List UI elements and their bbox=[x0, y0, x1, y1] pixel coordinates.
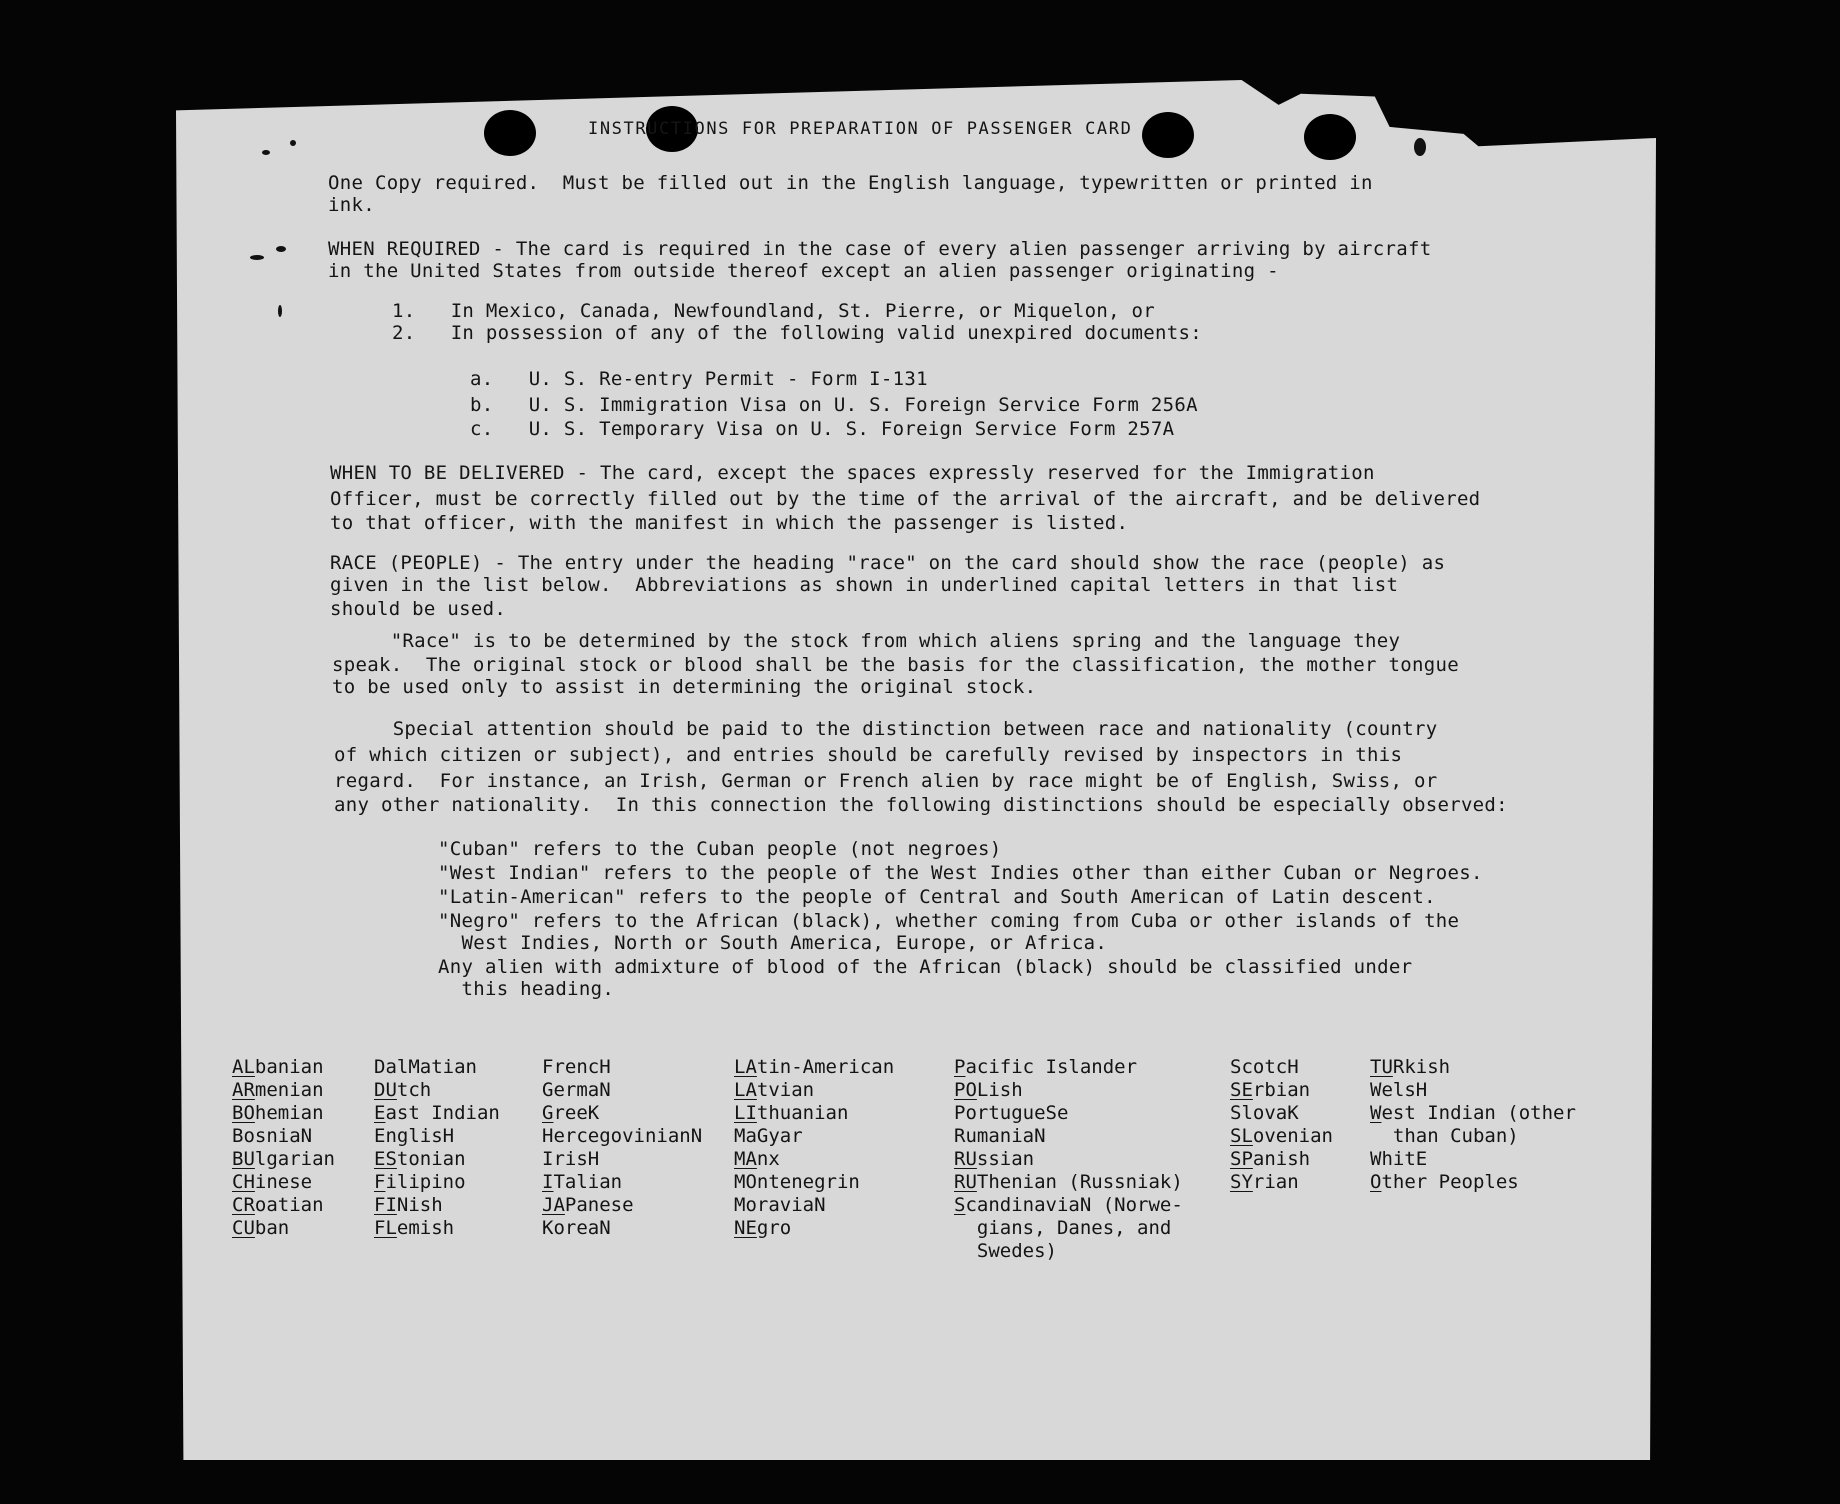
race-name: Swedes) bbox=[954, 1240, 1057, 1262]
race-name: Thenian (Russniak) bbox=[976, 1171, 1183, 1193]
race-name: lgarian bbox=[254, 1148, 335, 1170]
race-intro-line: should be used. bbox=[330, 598, 507, 620]
race-abbreviation: SY bbox=[1230, 1171, 1253, 1193]
document-item: a. U. S. Re-entry Permit - Form I-131 bbox=[470, 368, 928, 390]
race-list-column-5 bbox=[954, 1056, 1183, 1263]
race-list-item bbox=[734, 1171, 894, 1194]
special-attention-line: Special attention should be paid to the distinction between race and nationality (country bbox=[334, 718, 1438, 740]
race-list-item bbox=[734, 1125, 894, 1148]
race-name: IrisH bbox=[542, 1148, 600, 1170]
race-name: nx bbox=[756, 1148, 780, 1170]
race-list-item bbox=[542, 1102, 702, 1125]
race-abbreviation: CR bbox=[232, 1194, 255, 1216]
race-list-item bbox=[734, 1148, 894, 1171]
race-list-column-7 bbox=[1370, 1056, 1576, 1194]
race-abbreviation: FL bbox=[374, 1217, 397, 1239]
numbered-item: 2. In possession of any of the following valid unexpired documents: bbox=[392, 322, 1202, 344]
race-name: ilipino bbox=[385, 1171, 466, 1193]
race-list-item bbox=[232, 1148, 335, 1171]
race-list-item bbox=[542, 1125, 702, 1148]
race-list-item bbox=[542, 1148, 702, 1171]
race-list-item bbox=[1370, 1125, 1576, 1148]
race-list-item bbox=[542, 1056, 702, 1079]
race-name: ScotcH bbox=[1230, 1056, 1299, 1078]
race-name: ssian bbox=[976, 1148, 1035, 1170]
race-name: hemian bbox=[254, 1102, 324, 1124]
page-heading: INSTRUCTIONS FOR PREPARATION OF PASSENGER CARD bbox=[588, 119, 1133, 139]
race-list-item bbox=[374, 1125, 500, 1148]
race-name: reeK bbox=[553, 1102, 600, 1124]
race-name: than Cuban) bbox=[1370, 1125, 1519, 1147]
race-abbreviation: RU bbox=[954, 1148, 977, 1170]
race-list-column-1 bbox=[232, 1056, 335, 1240]
race-list-item bbox=[232, 1217, 335, 1240]
race-list-item bbox=[1230, 1148, 1333, 1171]
when-required-line: in the United States from outside thereof except an alien passenger originating - bbox=[328, 260, 1279, 282]
when-required-line: WHEN REQUIRED - The card is required in the case of every alien passenger arriving by aircraft bbox=[328, 238, 1432, 260]
when-delivered-line: to that officer, with the manifest in which the passenger is listed. bbox=[330, 512, 1129, 534]
race-name: menian bbox=[254, 1079, 324, 1101]
race-abbreviation: MA bbox=[734, 1148, 757, 1170]
race-abbreviation: CU bbox=[232, 1217, 255, 1239]
race-abbreviation: E bbox=[374, 1102, 386, 1124]
race-abbreviation: JA bbox=[542, 1194, 565, 1216]
race-list-item bbox=[232, 1171, 335, 1194]
race-list-item bbox=[542, 1217, 702, 1240]
race-name: Rkish bbox=[1392, 1056, 1451, 1078]
race-abbreviation: RU bbox=[954, 1171, 977, 1193]
race-list-item bbox=[1370, 1148, 1576, 1171]
race-list-item bbox=[954, 1056, 1183, 1079]
race-list-item bbox=[542, 1079, 702, 1102]
race-abbreviation: AL bbox=[232, 1056, 255, 1078]
race-name: SlovaK bbox=[1230, 1102, 1299, 1124]
special-attention-line: regard. For instance, an Irish, German or French alien by race might be of English, Swiss, or bbox=[334, 770, 1438, 792]
race-list-item bbox=[734, 1194, 894, 1217]
race-list-item bbox=[374, 1217, 500, 1240]
race-name: tch bbox=[396, 1079, 432, 1101]
race-name: ast Indian bbox=[385, 1102, 500, 1124]
race-name: acific Islander bbox=[965, 1056, 1138, 1078]
race-name: ban bbox=[254, 1217, 290, 1239]
race-list-item bbox=[542, 1194, 702, 1217]
punch-hole-left bbox=[484, 110, 536, 156]
distinction-line: "Latin-American" refers to the people of Central and South American of Latin descent. bbox=[438, 886, 1436, 908]
ink-speck bbox=[1414, 138, 1426, 156]
race-list-item bbox=[1230, 1102, 1333, 1125]
race-name: ovenian bbox=[1252, 1125, 1333, 1147]
race-abbreviation: BO bbox=[232, 1102, 255, 1124]
race-list-item bbox=[1230, 1079, 1333, 1102]
race-name: ther Peoples bbox=[1381, 1171, 1519, 1193]
race-name: GermaN bbox=[542, 1079, 611, 1101]
when-delivered-line: Officer, must be correctly filled out by the time of the arrival of the aircraft, and be delivered bbox=[330, 488, 1481, 510]
ink-speck bbox=[276, 246, 286, 252]
race-list-item bbox=[1370, 1102, 1576, 1125]
race-list-column-2 bbox=[374, 1056, 500, 1240]
distinction-line: this heading. bbox=[438, 978, 615, 1000]
distinction-line: Any alien with admixture of blood of the African (black) should be classified under bbox=[438, 956, 1413, 978]
race-abbreviation: LI bbox=[734, 1102, 757, 1124]
race-list-item bbox=[954, 1240, 1183, 1263]
race-abbreviation: G bbox=[542, 1102, 554, 1124]
race-list-item bbox=[542, 1171, 702, 1194]
race-list-item bbox=[374, 1194, 500, 1217]
race-name: thuanian bbox=[756, 1102, 849, 1124]
race-name: tonian bbox=[396, 1148, 466, 1170]
punch-hole-far-right bbox=[1304, 114, 1356, 160]
race-list-item bbox=[1370, 1079, 1576, 1102]
race-list-item bbox=[1230, 1171, 1333, 1194]
race-abbreviation: F bbox=[374, 1171, 386, 1193]
race-list-item bbox=[374, 1148, 500, 1171]
race-list-item bbox=[232, 1194, 335, 1217]
race-list-item bbox=[232, 1079, 335, 1102]
race-name: PortugueSe bbox=[954, 1102, 1069, 1124]
race-name: MOntenegrin bbox=[734, 1171, 860, 1193]
race-abbreviation: S bbox=[954, 1194, 966, 1216]
race-list-column-6 bbox=[1230, 1056, 1333, 1194]
document-item: b. U. S. Immigration Visa on U. S. Foreign Service Form 256A bbox=[470, 394, 1198, 416]
race-list-item bbox=[1230, 1056, 1333, 1079]
race-name: tin-American bbox=[756, 1056, 895, 1078]
race-name: est Indian (other bbox=[1381, 1102, 1576, 1124]
numbered-item: 1. In Mexico, Canada, Newfoundland, St. Pierre, or Miquelon, or bbox=[392, 300, 1156, 322]
race-abbreviation: W bbox=[1370, 1102, 1382, 1124]
race-name: oatian bbox=[254, 1194, 324, 1216]
race-name: HercegovinianN bbox=[542, 1125, 703, 1147]
race-abbreviation: NE bbox=[734, 1217, 757, 1239]
race-name: WelsH bbox=[1370, 1079, 1428, 1101]
race-definition-line: "Race" is to be determined by the stock from which aliens spring and the language they bbox=[332, 630, 1401, 652]
race-list-item bbox=[954, 1079, 1183, 1102]
race-list-item bbox=[954, 1217, 1183, 1240]
ink-speck bbox=[290, 140, 296, 146]
race-abbreviation: PO bbox=[954, 1079, 977, 1101]
race-abbreviation: O bbox=[1370, 1171, 1382, 1193]
race-list-item bbox=[374, 1079, 500, 1102]
race-list-item bbox=[734, 1079, 894, 1102]
race-list-item bbox=[734, 1217, 894, 1240]
race-name: DalMatian bbox=[374, 1056, 477, 1078]
race-list-item bbox=[954, 1125, 1183, 1148]
race-name: rbian bbox=[1252, 1079, 1311, 1101]
race-name: RumaniaN bbox=[954, 1125, 1046, 1147]
intro-line: ink. bbox=[328, 194, 375, 216]
race-abbreviation: P bbox=[954, 1056, 966, 1078]
race-list-item bbox=[954, 1102, 1183, 1125]
race-name: banian bbox=[254, 1056, 324, 1078]
race-name: WhitE bbox=[1370, 1148, 1428, 1170]
distinction-line: "Cuban" refers to the Cuban people (not negroes) bbox=[438, 838, 1002, 860]
ink-speck bbox=[262, 150, 270, 155]
when-delivered-line: WHEN TO BE DELIVERED - The card, except the spaces expressly reserved for the Immigration bbox=[330, 462, 1375, 484]
distinction-line: "West Indian" refers to the people of the West Indies other than either Cuban or Negroes. bbox=[438, 862, 1483, 884]
punch-hole-right bbox=[1142, 112, 1194, 158]
distinction-line: West Indies, North or South America, Europe, or Africa. bbox=[438, 932, 1108, 954]
race-name: tvian bbox=[756, 1079, 815, 1101]
ink-speck bbox=[250, 255, 264, 260]
race-intro-line: given in the list below. Abbreviations as shown in underlined capital letters in that list bbox=[330, 574, 1399, 596]
race-name: EnglisH bbox=[374, 1125, 455, 1147]
race-abbreviation: TU bbox=[1370, 1056, 1393, 1078]
race-list-item bbox=[954, 1148, 1183, 1171]
race-list-item bbox=[232, 1056, 335, 1079]
race-definition-line: speak. The original stock or blood shall be the basis for the classification, the mother tongue bbox=[332, 654, 1459, 676]
race-list-item bbox=[374, 1171, 500, 1194]
race-name: rian bbox=[1252, 1171, 1299, 1193]
race-name: MaGyar bbox=[734, 1125, 803, 1147]
race-abbreviation: SE bbox=[1230, 1079, 1253, 1101]
race-name: Nish bbox=[396, 1194, 443, 1216]
race-name: candinaviaN (Norwe- bbox=[965, 1194, 1183, 1216]
race-name: inese bbox=[254, 1171, 313, 1193]
race-abbreviation: AR bbox=[232, 1079, 255, 1101]
race-list-item bbox=[1370, 1056, 1576, 1079]
race-abbreviation: I bbox=[542, 1171, 554, 1193]
race-name: gro bbox=[756, 1217, 792, 1239]
race-abbreviation: ES bbox=[374, 1148, 397, 1170]
race-list-item bbox=[954, 1194, 1183, 1217]
distinction-line: "Negro" refers to the African (black), whether coming from Cuba or other islands of the bbox=[438, 910, 1460, 932]
special-attention-line: any other nationality. In this connection the following distinctions should be especially observed: bbox=[334, 794, 1508, 816]
race-name: FrencH bbox=[542, 1056, 611, 1078]
race-list-item bbox=[954, 1171, 1183, 1194]
race-abbreviation: CH bbox=[232, 1171, 255, 1193]
race-name: Panese bbox=[564, 1194, 634, 1216]
race-list-item bbox=[734, 1056, 894, 1079]
race-abbreviation: DU bbox=[374, 1079, 397, 1101]
race-abbreviation: BU bbox=[232, 1148, 255, 1170]
ink-speck bbox=[278, 305, 282, 317]
special-attention-line: of which citizen or subject), and entries should be carefully revised by inspectors in this bbox=[334, 744, 1403, 766]
race-list-item bbox=[1370, 1171, 1576, 1194]
race-name: Lish bbox=[976, 1079, 1023, 1101]
race-list-column-4 bbox=[734, 1056, 894, 1240]
race-list-item bbox=[734, 1102, 894, 1125]
race-list-item bbox=[232, 1125, 335, 1148]
race-list-column-3 bbox=[542, 1056, 702, 1240]
intro-line: One Copy required. Must be filled out in the English language, typewritten or printed in bbox=[328, 172, 1373, 194]
race-abbreviation: FI bbox=[374, 1194, 397, 1216]
race-intro-line: RACE (PEOPLE) - The entry under the heading "race" on the card should show the race (people) as bbox=[330, 552, 1446, 574]
race-abbreviation: SL bbox=[1230, 1125, 1253, 1147]
race-abbreviation: LA bbox=[734, 1056, 757, 1078]
race-list-item bbox=[374, 1102, 500, 1125]
race-name: gians, Danes, and bbox=[954, 1217, 1172, 1239]
race-abbreviation: LA bbox=[734, 1079, 757, 1101]
race-name: Talian bbox=[553, 1171, 623, 1193]
race-list-item bbox=[374, 1056, 500, 1079]
race-abbreviation: SP bbox=[1230, 1148, 1253, 1170]
document-item: c. U. S. Temporary Visa on U. S. Foreign Service Form 257A bbox=[470, 418, 1175, 440]
race-definition-line: to be used only to assist in determining the original stock. bbox=[332, 676, 1037, 698]
race-name: emish bbox=[396, 1217, 455, 1239]
race-name: BosniaN bbox=[232, 1125, 313, 1147]
race-name: anish bbox=[1252, 1148, 1311, 1170]
race-name: KoreaN bbox=[542, 1217, 611, 1239]
race-list-item bbox=[1230, 1125, 1333, 1148]
race-list-item bbox=[232, 1102, 335, 1125]
race-name: MoraviaN bbox=[734, 1194, 826, 1216]
